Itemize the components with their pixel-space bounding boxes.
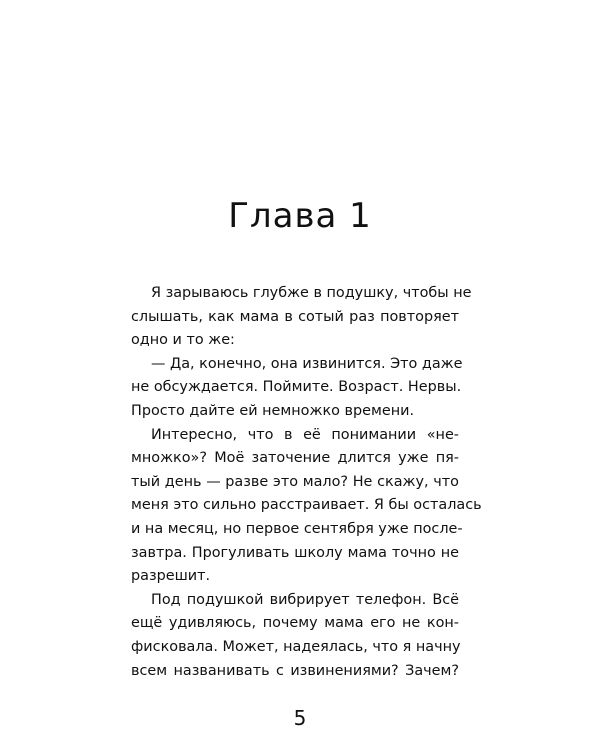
text-line: ещё удивляюсь, почему мама его не кон- [131, 615, 459, 632]
chapter-body [131, 282, 482, 683]
text-line: слышать, как мама в сотый раз повторяет [131, 308, 459, 325]
text-line: и на месяц, но первое сентября уже после- [131, 520, 463, 537]
text-line: Я зарываюсь глубже в подушку, чтобы не [151, 285, 472, 301]
text-line: меня это сильно расстраивает. Я бы осталась [131, 497, 482, 514]
text-line: тый день — разве это мало? Не скажу, что [131, 473, 459, 490]
page-number: 5 [293, 706, 307, 730]
text-line: всем названивать с извинениями? Зачем? [131, 662, 459, 679]
text-line: не обсуждается. Поймите. Возраст. Нервы. [131, 379, 462, 396]
text-line: фисковала. Может, надеялась, что я начну [131, 638, 461, 655]
text-line: одно и то же: [131, 332, 235, 349]
text-line: — Да, конечно, она извинится. Это даже [151, 355, 463, 372]
text-line: завтра. Прогуливать школу мама точно не [131, 544, 459, 561]
text-line: Просто дайте ей немножко времени. [131, 402, 415, 419]
text-line: множко»? Моё заточение длится уже пя- [131, 450, 459, 467]
text-line: Под подушкой вибрирует телефон. Всё [151, 591, 459, 608]
text-line: Интересно, что в её понимании «не- [151, 426, 459, 443]
text-line: разрешит. [131, 568, 211, 585]
chapter-title: Глава 1 [228, 196, 372, 236]
